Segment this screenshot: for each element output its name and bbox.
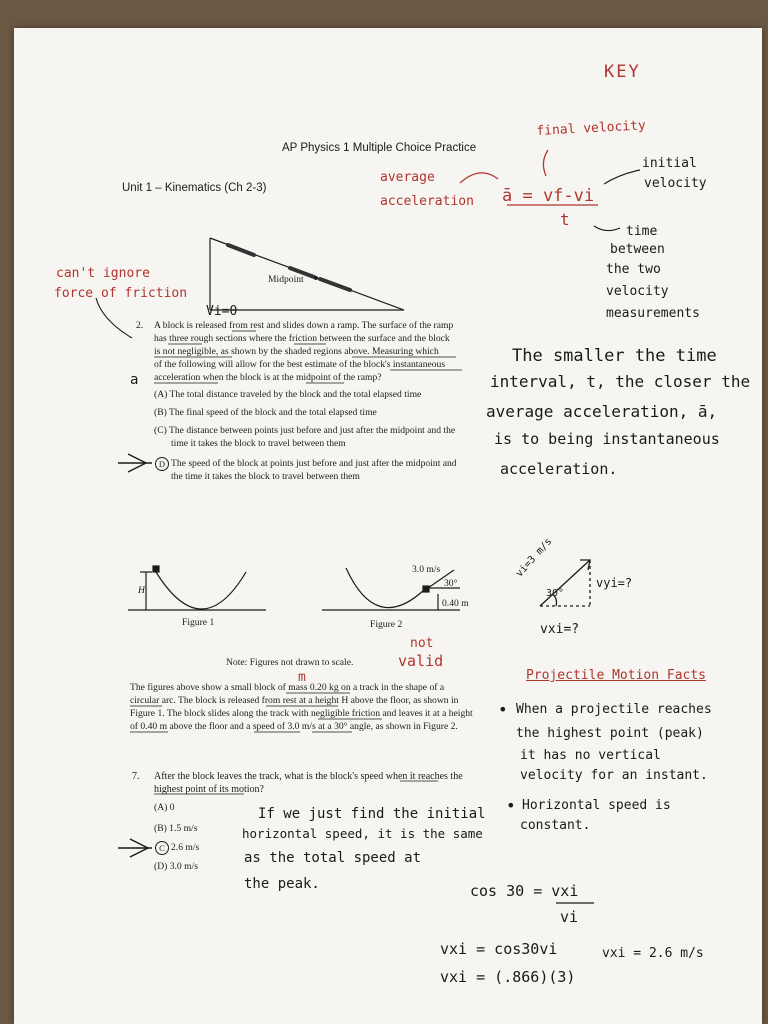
figures-note: Note: Figures not drawn to scale. (226, 657, 354, 668)
q7-stem-1: The figures above show a small block of mass 0.20 kg on a track in the shape of a (130, 682, 445, 693)
work-line-2: vxi = (.866)(3) (440, 968, 576, 986)
key-label: KEY (604, 62, 641, 82)
final-velocity-note: final velocity (536, 118, 647, 139)
acceleration-symbol: a (130, 372, 139, 388)
work-line-1: vxi = cos30vi (440, 940, 558, 958)
time-note-2: between (610, 242, 665, 257)
fact-5: Horizontal speed is (522, 798, 671, 813)
q7-choice-b[interactable]: (B) 1.5 m/s (154, 823, 198, 834)
q2-choice-c-cont: time it takes the block to travel between them (171, 438, 346, 449)
q2-choice-b[interactable]: (B) The final speed of the block and the total elapsed time (154, 407, 377, 418)
q2-number: 2. (136, 320, 144, 331)
vector-vx: vxi=? (540, 622, 580, 637)
vector-vy: vyi=? (596, 576, 633, 590)
q7-explain-3: as the total speed at (244, 850, 422, 866)
q7-question-2: highest point of its motion? (154, 784, 264, 795)
initial-velocity-note-2: velocity (644, 176, 707, 191)
q7-question-1: After the block leaves the track, what is the block's speed when it reaches the (154, 771, 463, 782)
launch-speed-label: 3.0 m/s (412, 564, 441, 575)
q7-choice-c-circle[interactable]: C (155, 841, 169, 855)
q7-number: 7. (132, 771, 140, 782)
q7-stem-3: Figure 1. The block slides along the track with negligible friction and leaves it at a height (130, 708, 473, 719)
work-result: vxi = 2.6 m/s (602, 946, 704, 961)
q2-choice-d-circle[interactable]: D (155, 457, 169, 471)
q2-explain-4: is to being instantaneous (494, 430, 720, 448)
q2-explain-3: average acceleration, ā, (486, 402, 718, 421)
page-title: AP Physics 1 Multiple Choice Practice (282, 142, 477, 154)
q7-explain-1: If we just find the initial (258, 806, 486, 822)
q7-stem-2: circular arc. The block is released from rest at a height H above the floor, as shown in (130, 695, 459, 706)
vector-magnitude: vi=3 m/s (514, 536, 555, 580)
fact-2: the highest point (peak) (516, 726, 704, 741)
q7-explain-2: horizontal speed, it is the same (242, 826, 483, 841)
mass-m-label: m (298, 670, 306, 685)
q2-stem-3: is not negligible, as shown by the shaded regions above. Measuring which (154, 346, 439, 357)
launch-height-label: 0.40 m (442, 598, 469, 609)
q2-stem-1: A block is released from rest and slides down a ramp. The surface of the ramp (154, 320, 454, 331)
time-note-4: velocity (606, 284, 669, 299)
fact-4: velocity for an instant. (520, 768, 708, 783)
q2-stem-5: acceleration when the block is at the midpoint of the ramp? (154, 372, 382, 383)
q7-choice-d[interactable]: (D) 3.0 m/s (154, 861, 198, 872)
vector-angle: 30° (546, 588, 565, 599)
q7-stem-4: of 0.40 m above the floor and a speed of 3.0 m/s at a 30° angle, as shown in Figure 2. (130, 721, 458, 732)
initial-velocity-note-1: initial (642, 156, 697, 171)
acceleration-formula-bottom: t (560, 210, 570, 229)
acceleration-formula-top: ā = vf-vi (502, 186, 595, 206)
q2-choice-c[interactable]: (C) The distance between points just before and just after the midpoint and the (154, 425, 456, 436)
fact-3: it has no vertical (520, 748, 661, 763)
not-valid-note-2: valid (398, 652, 444, 670)
fact-1: When a projectile reaches (516, 702, 712, 717)
unit-heading: Unit 1 – Kinematics (Ch 2-3) (122, 182, 267, 194)
fact-6: constant. (520, 818, 591, 833)
q2-choice-d[interactable]: The speed of the block at points just before and just after the midpoint and (171, 458, 457, 469)
average-note-1: average (380, 170, 435, 185)
midpoint-label: Midpoint (268, 274, 304, 285)
q7-choice-c[interactable]: 2.6 m/s (171, 842, 200, 853)
q2-explain-1: The smaller the time (512, 346, 717, 366)
q2-stem-4: of the following will allow for the best estimate of the block's instantaneous (154, 359, 446, 370)
height-h-label: H (138, 585, 145, 596)
time-note-3: the two (606, 262, 661, 277)
cos-equation-top: cos 30 = vxi (470, 882, 579, 900)
time-note-5: measurements (606, 306, 700, 321)
q2-choice-d-cont: the time it takes the block to travel between them (171, 471, 360, 482)
q2-explain-5: acceleration. (500, 460, 618, 478)
facts-bullet-1: • (498, 700, 508, 719)
q2-explain-2: interval, t, the closer the (490, 372, 751, 391)
launch-angle-label: 30° (444, 578, 458, 589)
fig1-label: Figure 1 (182, 617, 215, 628)
not-valid-note-1: not (410, 636, 434, 651)
q7-choice-a[interactable]: (A) 0 (154, 802, 175, 813)
fig2-label: Figure 2 (370, 619, 403, 630)
average-note-2: acceleration (380, 194, 474, 209)
time-note-1: time (626, 224, 658, 239)
q2-choice-a[interactable]: (A) The total distance traveled by the block and the total elapsed time (154, 389, 422, 400)
friction-note-2: force of friction (54, 286, 188, 301)
q2-stem-2: has three rough sections where the friction between the surface and the block (154, 333, 450, 344)
cos-equation-bottom: vi (560, 908, 579, 926)
friction-note-1: can't ignore (56, 266, 150, 281)
q7-explain-4: the peak. (244, 876, 320, 892)
facts-bullet-2: • (506, 796, 516, 815)
facts-title: Projectile Motion Facts (526, 668, 707, 683)
initial-velocity-zero: Vi=0 (206, 304, 238, 319)
